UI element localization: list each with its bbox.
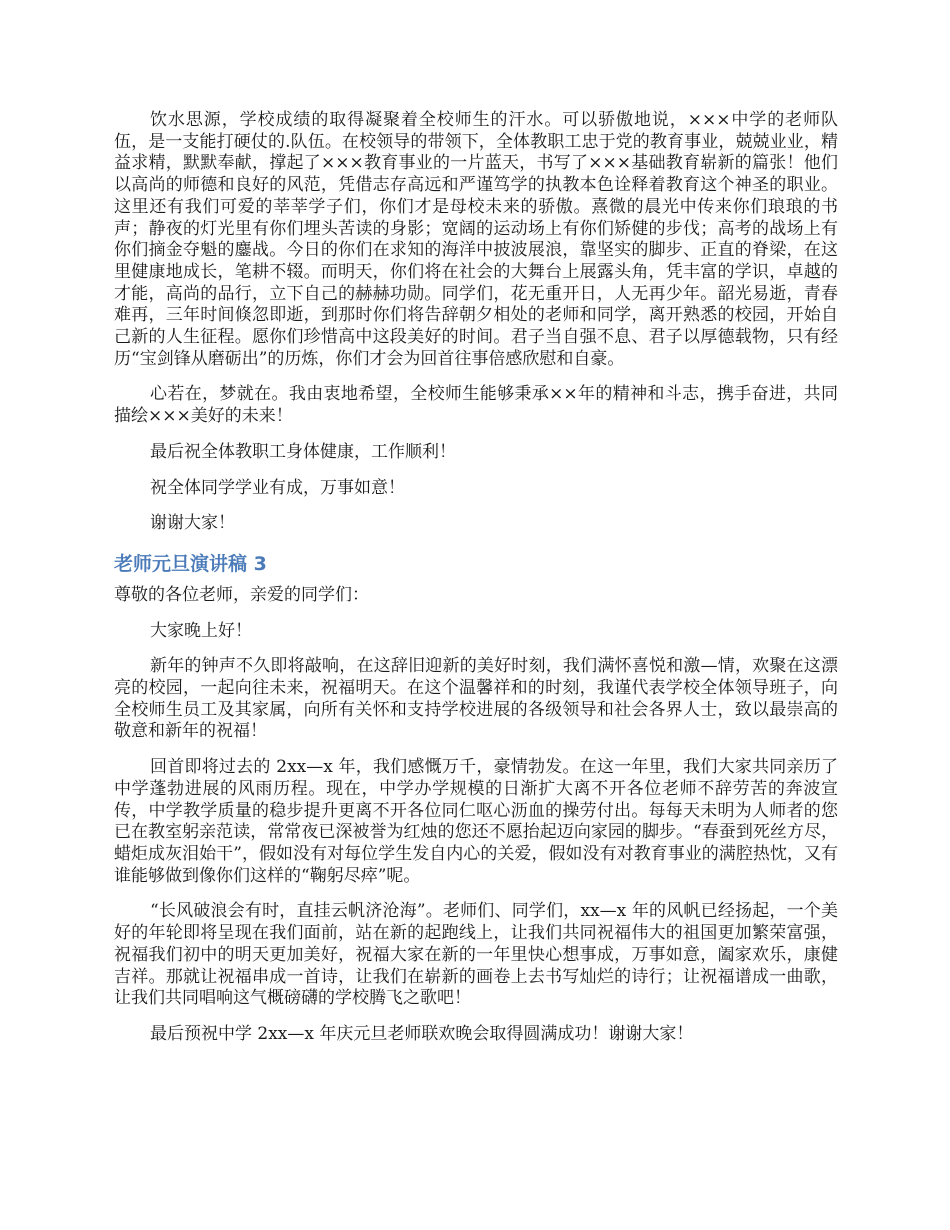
paragraph-thanks: 谢谢大家！: [150, 513, 235, 534]
paragraph-closing: 最后预祝中学 2xx—x 年庆元旦老师联欢晚会取得圆满成功！谢谢大家！: [150, 1023, 694, 1044]
paragraph-teachers-students: 饮水思源，学校成绩的取得凝聚着全校师生的汗水。可以骄傲地说，×××中学的老师队伍，是一支能打硬仗的.队伍。在校领导的带领下，全体教职工忠于党的教育事业，兢兢业业，精益求精，默默奉献，撑起了×××教育事业的一片蓝天，书写了×××基础教育崭新的篇张！他们以高尚的师德和良好的风范，凭借志存高远和严谨笃学的执教本色诠释着教育这个神圣的职业。这里还有我们可爱的莘莘学子们，你们才是母校未来的骄傲。熹微的晨光中传来你们琅琅的书声；静夜的灯光里有你们埋头苦读的身影；宽阔的运动场上有你们矫健的步伐；高考的战场上有你们摘金夺魁的鏖战。今日的你们在求知的海洋中披波展浪，靠坚实的脚步、正直的脊梁，在这里健康地成长，笔耕不辍。而明天，你们将在社会的大舞台上展露头角，凭丰富的学识，卓越的才能，高尚的品行，立下自己的赫赫功勋。同学们，花无重开日，人无再少年。韶光易逝，青春难再，三年时间倏忽即逝，到那时你们将告辞朝夕相处的老师和同学，离开熟悉的校园，开始自己新的人生征程。愿你们珍惜高中这段美好的时间。君子当自强不息、君子以厚德载物，只有经历“宝剑锋从磨砺出”的历炼，你们才会为回首往事倍感欣慰和自豪。: [114, 110, 838, 369]
paragraph-new-year-bell: 新年的钟声不久即将敲响，在这辞旧迎新的美好时刻，我们满怀喜悦和激—情，欢聚在这漂亮的校园，一起向往未来，祝福明天。在这个温馨祥和的时刻，我谨代表学校全体领导班子，向全校师生员工及其家属，向所有关怀和支持学校进展的各级领导和社会各界人士，致以最崇高的敬意和新年的祝福！: [114, 656, 838, 742]
paragraph-wish-students: 祝全体同学学业有成，万事如意！: [150, 477, 405, 498]
paragraph-wish-staff: 最后祝全体教职工身体健康，工作顺利！: [150, 441, 456, 462]
paragraph-looking-back: 回首即将过去的 2xx—x 年，我们感慨万千，豪情勃发。在这一年里，我们大家共同亲历了中学蓬勃进展的风雨历程。现在，中学办学规模的日渐扩大离不开各位老师不辞劳苦的奔波宣传，中学教学质量的稳步提升更离不开各位同仁呕心沥血的操劳付出。每每天未明为人师者的您已在教室躬亲范读，常常夜已深被誉为红烛的您还不愿抬起迈向家园的脚步。“春蚕到死丝方尽，蜡炬成灰泪始干”，假如没有对每位学生发自内心的关爱，假如没有对教育事业的满腔热忱，又有谁能够做到像你们这样的“鞠躬尽瘁”呢。: [114, 757, 838, 886]
paragraph-blessing: “长风破浪会有时，直挂云帆济沧海”。老师们、同学们，xx—x 年的风帆已经扬起，一个美好的年轮即将呈现在我们面前，站在新的起跑线上，让我们共同祝福伟大的祖国更加繁荣富强，祝福我们初中的明天更加美好，祝福大家在新的一年里快心想事成，万事如意，阖家欢乐，康健吉祥。那就让祝福串成一首诗，让我们在崭新的画卷上去书写灿烂的诗行；让祝福谱成一曲歌，让我们共同唱响这气概磅礴的学校腾飞之歌吧！: [114, 901, 838, 1009]
greeting: 大家晚上好！: [150, 620, 252, 641]
paragraph-dream: 心若在，梦就在。我由衷地希望，全校师生能够秉承××年的精神和斗志，携手奋进，共同描绘×××美好的未来！: [114, 384, 838, 427]
document-page: [114, 110, 838, 1046]
section-heading: 老师元旦演讲稿 3: [114, 552, 267, 575]
salutation: 尊敬的各位老师，亲爱的同学们：: [114, 584, 369, 605]
